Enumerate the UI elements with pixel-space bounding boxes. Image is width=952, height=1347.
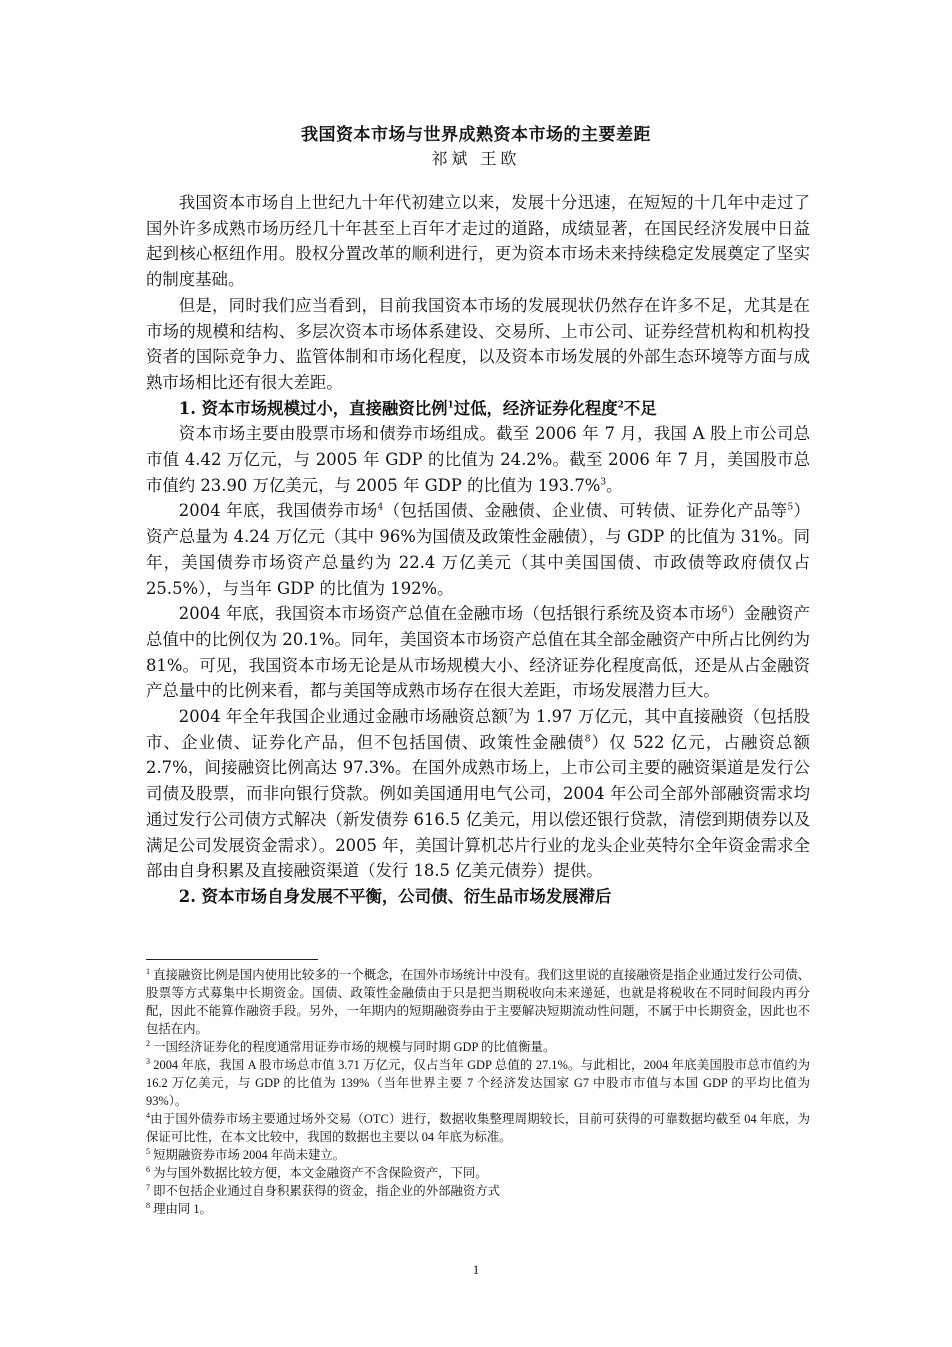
body-text bbox=[146, 190, 810, 910]
paragraph-financing: 2004 年全年我国企业通过金融市场融资总额$^7$为 1.97 万亿元，其中直接融资（包括股市、企业债、证券化产品，但不包括国债、政策性金融债$^8$）仅 522 亿元，占融资总额 2.7%，间接融资比例高达 97.3%。在国外成熟市场上，上市公司主要的融资渠道是发行公司债及股票，而非向银行贷款。例如美国通用电气公司，2004 年公司全部外部融资需求均通过发行公司债方式解决（新发债券 616.5 亿美元，用以偿还银行贷款，清偿到期债券以及满足公司发展资金需求）。2005 年，美国计算机芯片行业的龙头企业英特尔全年资金需求全部由自身积累及直接融资渠道（发行 18.5 亿美元债券）提供。 bbox=[146, 707, 810, 881]
footnote-ref[interactable]: 3 bbox=[600, 477, 607, 488]
paragraph-capital-share: 2004 年底，我国资本市场资产总值在金融市场（包括银行系统及资本市场$^6$）金融资产总值中的比例仅为 20.1%。同年，美国资本市场资产总值在其全部金融资产中所占比例约为 81%。可见，我国资本市场无论是从市场规模大小、经济证券化程度高低，还是从占金融资产总量中的比例来看，都与美国等成熟市场存在很大差距，市场发展潜力巨大。 bbox=[146, 604, 811, 701]
heading-1: 1. 资本市场规模过小，直接融资比例$^1$过低，经济证券化程度$^2$不足 bbox=[178, 398, 657, 418]
footnote: $^1$ 直接融资比例是国内使用比较多的一个概念，在国外市场统计中没有。我们这里说的直接融资是指企业通过发行公司债、股票等方式募集中长期资金。国债、政策性金融债由于只是把当期税收向未来递延，也就是将税收在不同时间段内再分配，因此不能算作融资手段。另外，一年期内的短期融资券由于主要解决短期流动性问题，不属于中长期资金，因此也不包括在内。 bbox=[146, 966, 810, 1036]
footnote-ref[interactable]: 6 bbox=[721, 605, 728, 616]
footnote: $^7$ 即不包括企业通过自身积累获得的资金，指企业的外部融资方式 bbox=[146, 1182, 501, 1198]
paragraph-bond-market: 2004 年底，我国债券市场$^4$（包括国债、金融债、企业债、可转债、证券化产品等$^5$）资产总量为 4.24 万亿元（其中 96%为国债及政策性金融债），与 GDP 的比值为 31%。同年，美国债券市场资产总量约为 22.4 万亿美元（其中美国国债、市政债等政府债仅占 25.5%），与当年 GDP 的比值为 192%。 bbox=[146, 501, 810, 598]
paragraph-market-size: 资本市场主要由股票市场和债券市场组成。截至 2006 年 7 月，我国 A 股上市公司总市值 4.42 万亿元，与 2005 年 GDP 的比值为 24.2%。截至 2006 年 7 月，美国股市总市值约 23.90 万亿美元，与 2005 年 GDP 的比值为 193.7%$^3$。 bbox=[146, 424, 810, 495]
heading-2: 2. 资本市场自身发展不平衡，公司债、衍生品市场发展滞后 bbox=[178, 886, 612, 906]
footnote-ref[interactable]: 5 bbox=[787, 502, 794, 513]
paragraph-gap: 但是，同时我们应当看到，目前我国资本市场的发展现状仍然存在许多不足，尤其是在市场的规模和结构、多层次资本市场体系建设、交易所、上市公司、证券经营机构和机构投资者的国际竞争力、监管体制和市场化程度，以及资本市场发展的外部生态环境等方面与成熟市场相比还有很大差距。 bbox=[146, 295, 810, 392]
footnote-ref[interactable]: 1 bbox=[447, 400, 454, 411]
page-number: 1 bbox=[472, 1262, 480, 1277]
footnote-ref[interactable]: 7 bbox=[508, 708, 514, 719]
footnotes bbox=[146, 966, 810, 1218]
footnote-ref[interactable]: 2 bbox=[617, 400, 624, 411]
footnote-ref[interactable]: 8 bbox=[584, 734, 591, 745]
footnote-ref[interactable]: 4 bbox=[377, 502, 384, 513]
footnote: $^2$ 一国经济证券化的程度通常用证券市场的规模与同时期 GDP 的比值衡量。 bbox=[146, 1038, 556, 1054]
footnote: $^4$由于国外债券市场主要通过场外交易（OTC）进行，数据收集整理周期较长，目前可获得的可靠数据均截至 04 年底，为保证可比性，在本文比较中，我国的数据也主要以 04 年底为标准。 bbox=[146, 1110, 810, 1144]
page-title: 我国资本市场与世界成熟资本市场的主要差距 bbox=[301, 125, 651, 145]
authors: 祁斌 王欧 bbox=[431, 149, 521, 168]
footnote: $^8$ 理由同 1。 bbox=[146, 1200, 212, 1216]
footnote: $^6$ 为与国外数据比较方便，本文金融资产不含保险资产，下同。 bbox=[146, 1164, 488, 1180]
footnote: $^5$ 短期融资券市场 2004 年尚未建立。 bbox=[146, 1146, 346, 1162]
footnote-divider bbox=[146, 959, 318, 960]
footnote: $^3$ 2004 年底，我国 A 股市场总市值 3.71 万亿元，仅占当年 GDP 总值的 27.1%。与此相比，2004 年底美国股市总市值约为 16.2 万亿美元，与 GDP 的比值为 139%（当年世界主要 7 个经济发达国家 G7 中股市市值与本国 GDP 的平均比值为 93%）。 bbox=[146, 1056, 810, 1108]
paragraph-intro: 我国资本市场自上世纪九十年代初建立以来，发展十分迅速，在短短的十几年中走过了国外许多成熟市场历经几十年甚至上百年才走过的道路，成绩显著，在国民经济发展中日益起到核心枢纽作用。股权分置改革的顺利进行，更为资本市场未来持续稳定发展奠定了坚实的制度基础。 bbox=[146, 193, 810, 290]
